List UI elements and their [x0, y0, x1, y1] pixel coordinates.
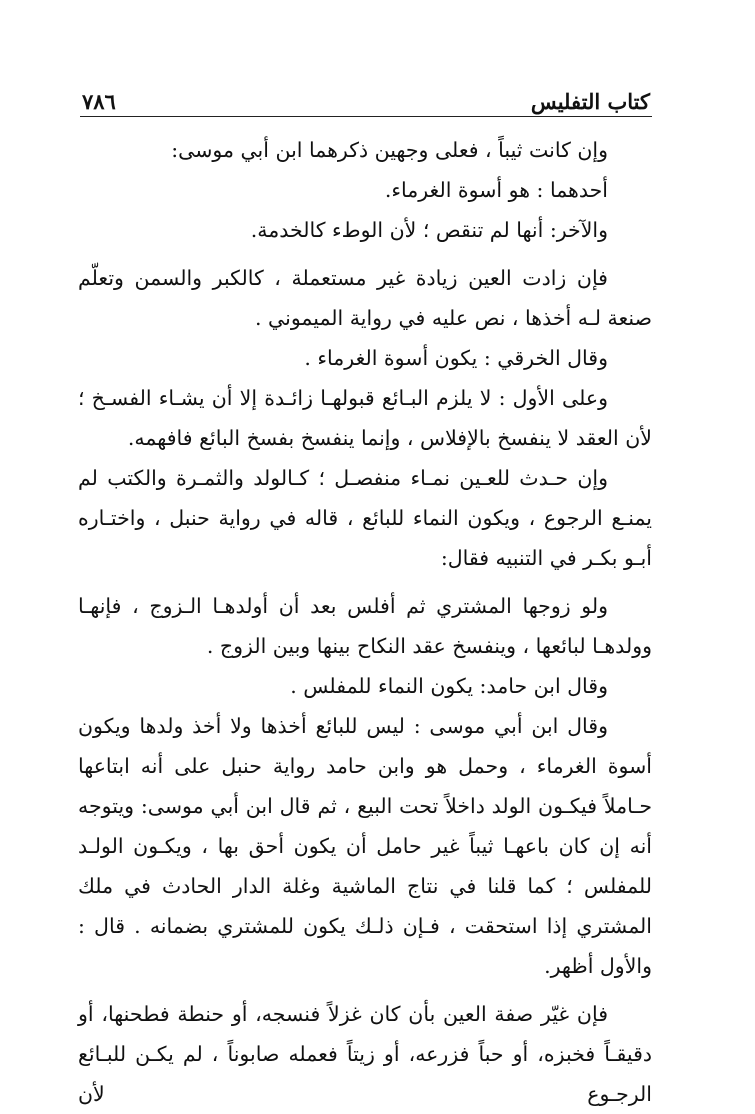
paragraph-10: وقال ابن أبي موسى : ليس للبائع أخذها ولا أخذ ولدها ويكون أسوة الغرماء ، وحمل هو وابن حامد رواية حنبل على أنه ابتاعها حـاملاً فيكـون الولد داخلاً تحت البيع ، ثم قال ابن أبي موسى: ويتوجه أنه إن كان باعهـا ثيباً غير حامل أن يكون أحق بها ، ويكـون الولـد للمفلس ؛ كما قلنا في نتاج الماشية وغلة الدار الحادث في ملك المشتري إذا استحقت ، فـإن ذلـك يكون للمشتري بضمانه . قال : والأول أظهر. — [78, 714, 652, 978]
paragraph-3: والآخر: أنها لم تنقص ؛ لأن الوطء كالخدمة. — [250, 218, 608, 242]
running-title: كتاب التفليس — [530, 89, 650, 114]
paragraph-6: وعلى الأول : لا يلزم البـائع قبولهـا زائـدة إلا أن يشـاء الفسـخ ؛ لأن العقد لا ينفسخ بالإفلاس ، وإنما ينفسخ بفسخ البائع فافهمه. — [78, 386, 652, 450]
paragraph-2: أحدهما : هو أسوة الغرماء. — [384, 178, 608, 202]
page-header — [82, 82, 650, 114]
paragraph-1: وإن كانت ثيباً ، فعلى وجهين ذكرهما ابن أبي موسى: — [171, 138, 608, 162]
paragraph-11: فإن غيّر صفة العين بأن كان غزلاً فنسجه، أو حنطة فطحنها، أو دقيقـاً فخبزه، أو حباً فزرعه، أو زيتاً فعمله صابوناً ، لم يكـن للبـائع الرجـوع لأن — [78, 1002, 652, 1106]
paragraph-4: فإن زادت العين زيادة غير مستعملة ، كالكبر والسمن وتعلّم صنعة لـه أخذها ، نص عليه في رواية الميموني . — [78, 266, 652, 330]
paragraph-7: وإن حـدث للعـين نمـاء منفصـل ؛ كـالولد والثمـرة والكتب لم يمنـع الرجوع ، ويكون النماء للبائع ، قاله في رواية حنبل ، واختـاره أبـو بكـر في التنبيه فقال: — [78, 466, 652, 570]
header-rule — [80, 116, 652, 117]
paragraph-5: وقال الخرقي : يكون أسوة الغرماء . — [304, 346, 608, 370]
page-body — [78, 130, 652, 1114]
paragraph-9: وقال ابن حامد: يكون النماء للمفلس . — [290, 674, 608, 698]
paragraph-8: ولو زوجها المشتري ثم أفلس بعد أن أولدهـا الـزوج ، فإنهـا وولدهـا لبائعها ، وينفسخ عقد النكاح بينها وبين الزوج . — [78, 594, 652, 658]
page-number: ٧٨٦ — [82, 89, 116, 114]
